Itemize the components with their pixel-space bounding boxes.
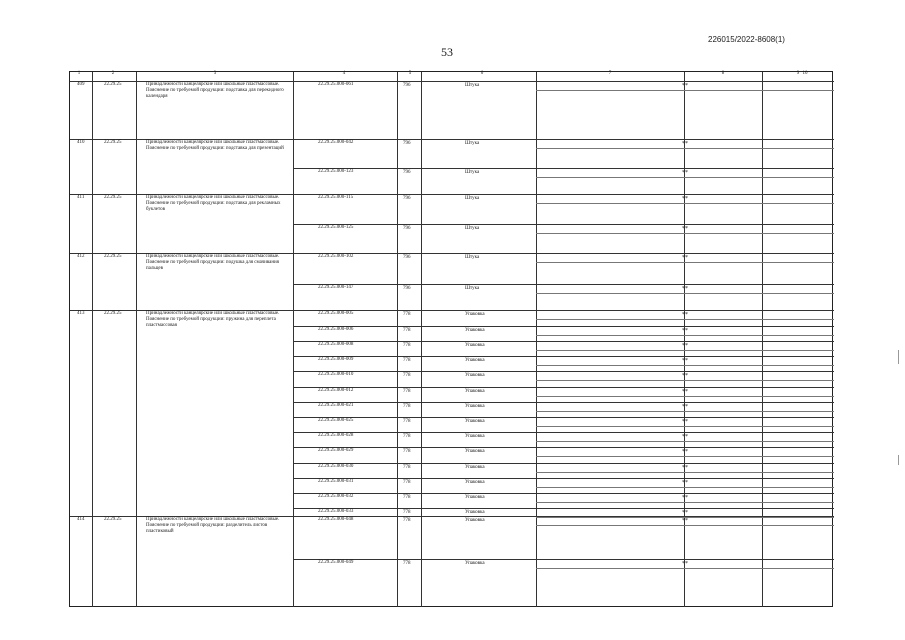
ktru-code: 22.29.25.000-008 (318, 342, 354, 347)
okei-code: 778 (403, 480, 411, 485)
required-mark: ** (682, 83, 688, 89)
okei-code: 778 (403, 404, 411, 409)
value-rule (536, 293, 834, 294)
okei-code: 778 (403, 328, 411, 333)
value-rule (536, 396, 834, 397)
okei-code: 778 (403, 510, 411, 515)
unit-name: Штука (465, 83, 480, 88)
required-mark: ** (682, 343, 688, 349)
ktru-code: 22.29.25.000-032 (318, 494, 354, 499)
subrow-divider (293, 387, 834, 388)
column-divider (536, 72, 537, 607)
required-mark: ** (682, 434, 688, 440)
unit-name: Штука (465, 286, 480, 291)
value-rule (536, 411, 834, 412)
required-mark: ** (682, 495, 688, 501)
column-header-4: 4 (342, 71, 346, 76)
unit-name: Упаковка (465, 404, 485, 409)
value-rule (536, 90, 834, 91)
okei-code: 778 (403, 449, 411, 454)
scan-edge-mark (898, 350, 899, 364)
column-header-9: 9 (796, 71, 800, 76)
okei-code: 796 (403, 286, 411, 291)
okei-code: 778 (403, 518, 411, 523)
subrow-divider (293, 559, 834, 560)
column-divider (421, 72, 422, 607)
unit-name: Упаковка (465, 480, 485, 485)
okpd-code: 22.29.25 (104, 254, 122, 259)
value-rule (536, 203, 834, 204)
unit-name: Упаковка (465, 465, 485, 470)
subrow-divider (293, 402, 834, 403)
unit-name: Упаковка (465, 389, 485, 394)
required-mark: ** (682, 561, 688, 567)
row-number: 413 (77, 311, 85, 316)
unit-name: Упаковка (465, 373, 485, 378)
value-rule (536, 262, 834, 263)
ktru-code: 22.29.25.000-123 (318, 169, 354, 174)
ktru-code: 22.29.25.000-031 (318, 479, 354, 484)
ktru-code: 22.29.25.000-029 (318, 448, 354, 453)
subrow-divider (293, 371, 834, 372)
subrow-divider (293, 447, 834, 448)
unit-name: Упаковка (465, 312, 485, 317)
subrow-divider (293, 493, 834, 494)
subrow-divider (293, 356, 834, 357)
unit-name: Упаковка (465, 343, 485, 348)
page-number: 53 (441, 45, 453, 59)
value-rule (536, 380, 834, 381)
row-number: 414 (77, 517, 85, 522)
required-mark: ** (682, 255, 688, 261)
column-divider (397, 72, 398, 607)
row-number: 412 (77, 254, 85, 259)
document-id: 226015/2022-8608(1) (708, 35, 785, 44)
required-mark: ** (682, 312, 688, 318)
value-rule (536, 502, 834, 503)
ktru-code: 22.29.25.000-012 (318, 388, 354, 393)
required-mark: ** (682, 480, 688, 486)
column-divider (92, 72, 93, 607)
value-rule (536, 568, 834, 569)
value-rule (536, 177, 834, 178)
unit-name: Упаковка (465, 328, 485, 333)
required-mark: ** (682, 510, 688, 516)
ktru-code: 22.29.25.000-061 (318, 82, 354, 87)
value-rule (536, 148, 834, 149)
ktru-code: 22.29.25.000-005 (318, 311, 354, 316)
required-mark: ** (682, 373, 688, 379)
column-divider (136, 72, 137, 607)
required-mark: ** (682, 328, 688, 334)
item-description: Принадлежности канцелярские или школьные пластмассовые. Пояснение по требуемой продукции: подушка для смачивания пальцев (146, 254, 280, 271)
value-rule (536, 335, 834, 336)
column-header-1: 1 (77, 71, 81, 76)
ktru-code: 22.29.25.000-006 (318, 327, 354, 332)
okei-code: 796 (403, 226, 411, 231)
okei-code: 778 (403, 343, 411, 348)
subrow-divider (293, 168, 834, 169)
ktru-code: 22.29.25.000-009 (318, 357, 354, 362)
ktru-code: 22.29.25.000-030 (318, 464, 354, 469)
column-header-7: 7 (608, 71, 612, 76)
subrow-divider (293, 284, 834, 285)
subrow-divider (293, 417, 834, 418)
column-divider (762, 72, 763, 607)
unit-name: Штука (465, 170, 480, 175)
required-mark: ** (682, 449, 688, 455)
required-mark: ** (682, 518, 688, 524)
column-header-3: 3 (213, 71, 217, 76)
column-divider (293, 72, 294, 607)
ktru-code: 22.29.25.000-033 (318, 509, 354, 514)
required-mark: ** (682, 465, 688, 471)
required-mark: ** (682, 404, 688, 410)
ktru-code: 22.29.25.000-042 (318, 140, 354, 145)
item-description: Принадлежности канцелярские или школьные пластмассовые. Пояснение по требуемой продукции: подставка для перекидного календаря (146, 82, 284, 99)
unit-name: Упаковка (465, 449, 485, 454)
item-description: Принадлежности канцелярские или школьные пластмассовые. Пояснение по требуемой продукции: подставка для презентаций (146, 140, 284, 151)
unit-name: Упаковка (465, 561, 485, 566)
okpd-code: 22.29.25 (104, 140, 122, 145)
column-header-2: 2 (111, 71, 115, 76)
okei-code: 778 (403, 419, 411, 424)
required-mark: ** (682, 196, 688, 202)
subrow-divider (293, 341, 834, 342)
okei-code: 778 (403, 495, 411, 500)
okei-code: 796 (403, 196, 411, 201)
okei-code: 796 (403, 170, 411, 175)
unit-name: Упаковка (465, 495, 485, 500)
column-header-8: 8 (721, 71, 725, 76)
okei-code: 778 (403, 465, 411, 470)
okei-code: 778 (403, 312, 411, 317)
ktru-code: 22.29.25.000-102 (318, 254, 354, 259)
value-rule (536, 350, 834, 351)
ktru-code: 22.29.25.000-025 (318, 418, 354, 423)
ktru-code: 22.29.25.000-049 (318, 560, 354, 565)
row-number: 410 (77, 140, 85, 145)
unit-name: Штука (465, 141, 480, 146)
ktru-code: 22.29.25.000-115 (318, 195, 354, 200)
value-rule (536, 441, 834, 442)
value-rule (536, 525, 834, 526)
okei-code: 796 (403, 255, 411, 260)
ktru-code: 22.29.25.000-028 (318, 433, 354, 438)
okei-code: 796 (403, 83, 411, 88)
value-rule (536, 233, 834, 234)
item-description: Принадлежности канцелярские или школьные пластмассовые. Пояснение по требуемой продукции: пружина для переплета пластмассовая (146, 311, 280, 328)
subrow-divider (293, 463, 834, 464)
okei-code: 778 (403, 373, 411, 378)
value-rule (536, 487, 834, 488)
item-description: Принадлежности канцелярские или школьные пластмассовые. Пояснение по требуемой продукции: подставка для рекламных буклетов (146, 195, 281, 212)
column-divider (684, 72, 685, 607)
ktru-code: 22.29.25.000-021 (318, 403, 354, 408)
subrow-divider (293, 478, 834, 479)
subrow-divider (293, 326, 834, 327)
okei-code: 778 (403, 561, 411, 566)
procurement-table (69, 71, 833, 607)
okpd-code: 22.29.25 (104, 311, 122, 316)
value-rule (536, 319, 834, 320)
value-rule (536, 456, 834, 457)
column-header-10: 10 (802, 71, 808, 76)
scan-edge-mark (898, 455, 899, 465)
value-rule (536, 472, 834, 473)
okei-code: 778 (403, 434, 411, 439)
required-mark: ** (682, 358, 688, 364)
unit-name: Упаковка (465, 419, 485, 424)
value-rule (536, 426, 834, 427)
subrow-divider (293, 432, 834, 433)
subrow-divider (293, 508, 834, 509)
unit-name: Упаковка (465, 358, 485, 363)
ktru-code: 22.29.25.000-125 (318, 225, 354, 230)
unit-name: Штука (465, 226, 480, 231)
unit-name: Штука (465, 255, 480, 260)
column-header-5: 5 (408, 71, 412, 76)
required-mark: ** (682, 419, 688, 425)
ktru-code: 22.29.25.000-010 (318, 372, 354, 377)
value-rule (536, 365, 834, 366)
required-mark: ** (682, 226, 688, 232)
required-mark: ** (682, 141, 688, 147)
ktru-code: 22.29.25.000-147 (318, 285, 354, 290)
unit-name: Упаковка (465, 510, 485, 515)
okei-code: 778 (403, 389, 411, 394)
required-mark: ** (682, 170, 688, 176)
unit-name: Упаковка (465, 518, 485, 523)
required-mark: ** (682, 286, 688, 292)
okpd-code: 22.29.25 (104, 517, 122, 522)
required-mark: ** (682, 389, 688, 395)
column-header-6: 6 (480, 71, 484, 76)
okpd-code: 22.29.25 (104, 195, 122, 200)
unit-name: Упаковка (465, 434, 485, 439)
row-number: 411 (77, 195, 85, 200)
okei-code: 796 (403, 141, 411, 146)
item-description: Принадлежности канцелярские или школьные пластмассовые. Пояснение по требуемой продукции: разделитель листов пластиковый (146, 517, 280, 534)
ktru-code: 22.29.25.000-048 (318, 517, 354, 522)
okei-code: 778 (403, 358, 411, 363)
unit-name: Штука (465, 196, 480, 201)
row-number: 409 (77, 82, 85, 87)
subrow-divider (293, 224, 834, 225)
okpd-code: 22.29.25 (104, 82, 122, 87)
